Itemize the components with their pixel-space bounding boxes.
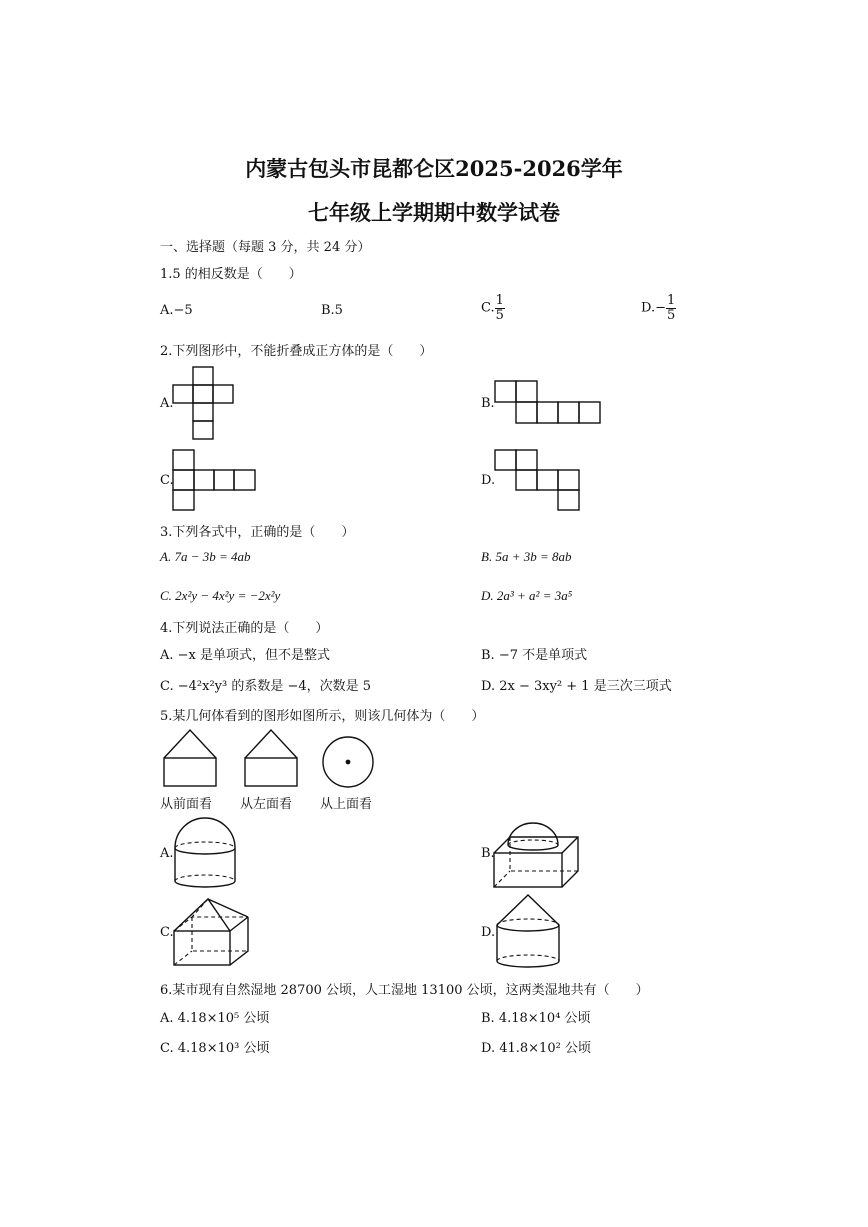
q3-stem: 3.下列各式中，正确的是（ ） (160, 525, 355, 540)
q2-stem: 2.下列图形中，不能折叠成正方体的是（ ） (160, 344, 433, 359)
q5-solid-b (492, 815, 582, 891)
front-view-figure (162, 728, 220, 790)
q5-solid-c (172, 895, 252, 969)
q5-solid-d (494, 893, 562, 971)
q5-option-c-label: C. (160, 925, 174, 940)
exam-title-line2: 七年级上学期期中数学试卷 (308, 200, 560, 225)
q3-option-d: D. 2a³ + a² = 3a⁵ (481, 588, 573, 603)
q1-option-a: A.−5 (160, 303, 193, 318)
left-view-caption: 从左面看 (240, 797, 293, 812)
q6-option-b: B. 4.18×10⁴ 公顷 (481, 1011, 591, 1026)
q5-option-d-label: D. (481, 925, 496, 940)
q3-option-c: C. 2x²y − 4x²y = −2x²y (160, 588, 281, 603)
q4-stem: 4.下列说法正确的是（ ） (160, 621, 329, 636)
q1-option-b: B.5 (321, 303, 343, 318)
q5-solid-a (172, 815, 238, 891)
exam-title-line1: 内蒙古包头市昆都仑区2025-2026学年 (245, 156, 623, 181)
q1-c-denominator: 5 (495, 307, 504, 323)
q6-option-d: D. 41.8×10² 公顷 (481, 1041, 591, 1056)
q3-option-b: B. 5a + 3b = 8ab (481, 549, 572, 564)
q2-option-c-label: C. (160, 473, 174, 488)
q6-option-c: C. 4.18×10³ 公顷 (160, 1041, 270, 1056)
q3-option-a: A. 7a − 3b = 4ab (160, 549, 251, 564)
q4-option-a: A. −x 是单项式，但不是整式 (160, 648, 331, 663)
q2-net-a (172, 366, 236, 440)
q1-d-denominator: 5 (666, 307, 676, 323)
q5-stem: 5.某几何体看到的图形如图所示，则该几何体为（ ） (160, 709, 485, 724)
q1-option-c-fraction (495, 294, 505, 322)
q2-option-a-label: A. (160, 396, 174, 411)
q6-option-a: A. 4.18×10⁵ 公顷 (160, 1011, 270, 1026)
q4-option-c: C. −4²x²y³ 的系数是 −4，次数是 5 (160, 679, 372, 694)
front-view-caption: 从前面看 (160, 797, 213, 812)
q2-net-d (494, 449, 582, 512)
q1-option-d-fraction (666, 294, 676, 322)
q1-option-d (641, 294, 676, 322)
q1-option-c-prefix: C. (481, 300, 495, 316)
q6-stem: 6.某市现有自然湿地 28700 公顷，人工湿地 13100 公顷，这两类湿地共有（ ） (160, 983, 649, 998)
q1-c-numerator: 1 (495, 293, 504, 308)
q1-option-c (481, 294, 505, 322)
left-view-figure (243, 728, 301, 790)
q1-stem: 1.5 的相反数是（ ） (160, 267, 302, 282)
q5-option-b-label: B. (481, 846, 495, 861)
q5-option-a-label: A. (160, 846, 174, 861)
top-view-figure (321, 735, 377, 791)
top-view-caption: 从上面看 (320, 797, 373, 812)
q4-option-b: B. −7 不是单项式 (481, 648, 588, 663)
q2-option-b-label: B. (481, 396, 495, 411)
q2-net-b (494, 380, 604, 426)
q1-d-numerator: 1 (666, 293, 676, 308)
q1-option-d-prefix: D.− (641, 300, 666, 316)
section-heading: 一、选择题（每题 3 分，共 24 分） (160, 240, 371, 255)
q4-option-d: D. 2x − 3xy² + 1 是三次三项式 (481, 679, 672, 694)
q2-net-c (172, 449, 258, 512)
q2-option-d-label: D. (481, 473, 496, 488)
